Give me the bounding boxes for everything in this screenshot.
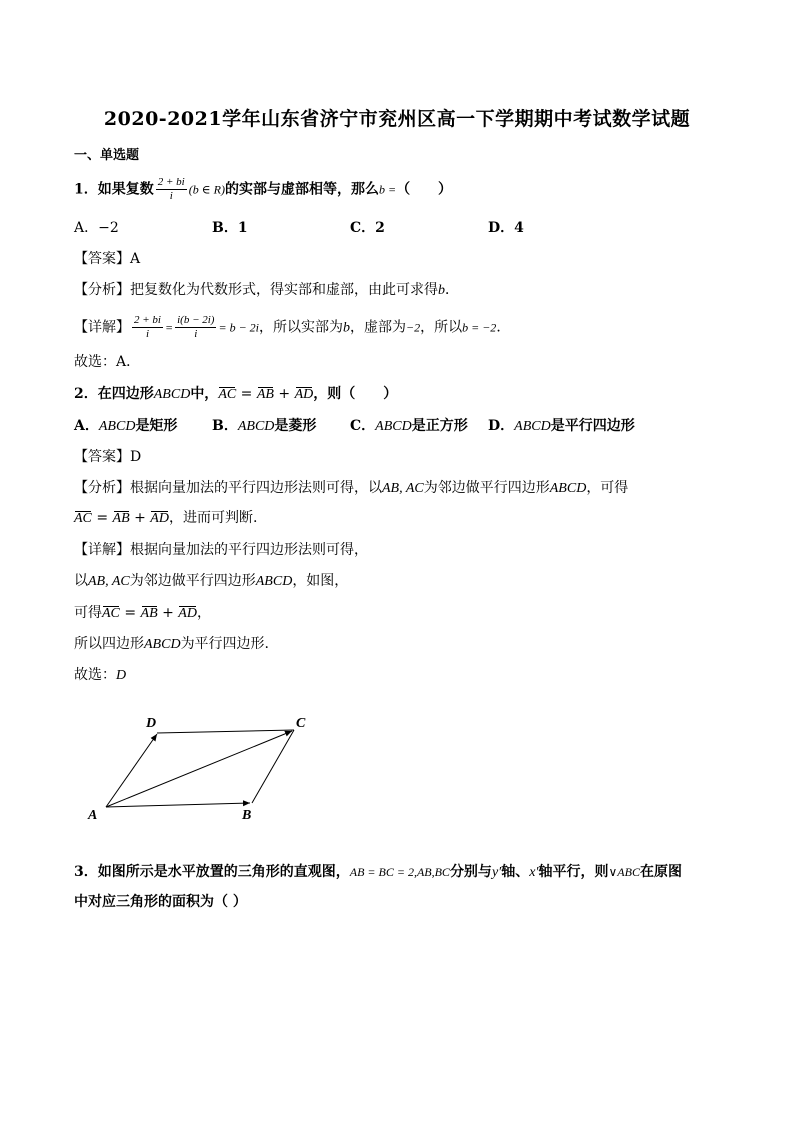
result: = b − 2i: [218, 320, 259, 335]
question-text: 在原图: [639, 864, 682, 880]
detail-text: ，如图，: [292, 573, 349, 589]
vector-ad: AD: [295, 385, 314, 405]
detail: 【详解】根据向量加法的平行四边形法则可得，: [74, 542, 368, 558]
detail-text: ，: [196, 605, 211, 621]
choice-text: 故选：: [74, 667, 116, 683]
question-text: 轴、: [501, 864, 530, 880]
option-label: D．: [488, 418, 515, 434]
analysis: [74, 280, 459, 301]
section-heading: 一、单选题: [74, 148, 140, 163]
analysis-text: 为邻边做平行四边形: [423, 480, 550, 496]
math-var: b =: [378, 182, 397, 197]
math-expr: ∨ABC: [608, 865, 640, 879]
answer: 【答案】D: [74, 449, 142, 465]
question-3-stem: [74, 862, 682, 883]
punct: ．: [496, 319, 511, 336]
vector-ac: AC: [74, 509, 92, 529]
option-c: C．2: [350, 220, 385, 236]
numerator: 2 + bi: [134, 314, 161, 326]
question-text: 在四边形: [97, 386, 154, 402]
question-number: 3．: [74, 864, 98, 880]
detail-text: 为邻边做平行四边形: [129, 573, 256, 589]
option-b: B．1: [212, 220, 248, 236]
denominator: i: [194, 328, 198, 340]
question-text: 如果复数: [97, 181, 154, 198]
vector-ad: AD: [178, 604, 197, 624]
vector-ab-line: [106, 803, 250, 807]
paren: ，则（ ）: [313, 386, 398, 402]
answer: 【答案】A: [74, 251, 141, 267]
parallelogram-figure: [80, 705, 340, 835]
option-text: 是正方形: [411, 418, 468, 434]
label-d: D: [146, 716, 157, 731]
question-1-stem: [74, 176, 452, 203]
detail-text: 所以四边形: [74, 636, 144, 652]
denominator: i: [169, 190, 173, 202]
analysis-text: 【分析】根据向量加法的平行四边形法则可得，以: [74, 480, 382, 496]
analysis: [74, 478, 628, 499]
plus: +: [157, 605, 179, 621]
detail-text: ，所以实部为: [259, 319, 343, 336]
math-var: ABCD: [255, 574, 293, 589]
math-var: ABCD: [514, 419, 551, 434]
math-var: b: [343, 320, 350, 336]
detail-line-3: [74, 603, 211, 624]
label-c: C: [296, 716, 306, 731]
option-a: A．−2: [74, 220, 119, 236]
fraction: [156, 176, 187, 203]
math-var: b: [438, 283, 445, 298]
question-3-line-2: 中对应三角形的面积为（ ）: [74, 894, 247, 910]
math-var: ABCD: [98, 419, 136, 434]
option-text: 是菱形: [274, 418, 317, 434]
math-var: ABCD: [153, 387, 191, 402]
question-text: 轴平行，则: [538, 864, 609, 880]
equals: =: [236, 386, 257, 402]
detail-text: ，虚部为: [350, 319, 406, 336]
math-var: ABCD: [375, 419, 412, 434]
equals: =: [119, 605, 141, 621]
page-title: 2020-2021学年山东省济宁市兖州区高一下学期期中考试数学试题: [103, 108, 691, 130]
math-var: AB, AC: [88, 574, 130, 589]
question-text: 中，: [190, 386, 219, 402]
side-dc: [157, 730, 294, 733]
detail: [74, 314, 510, 341]
question-text: 如图所示是水平放置的三角形的直观图，: [97, 864, 350, 880]
vector-ac-line: [106, 731, 292, 807]
question-1-options: [74, 218, 626, 238]
vector-ab: AB: [113, 509, 130, 529]
math-var: ABCD: [549, 481, 587, 496]
fraction: [132, 314, 163, 341]
analysis-line-2: [74, 508, 257, 529]
analysis-text: ，进而可判断.: [168, 510, 258, 526]
option-text: 是平行四边形: [550, 418, 635, 434]
condition: (b ∈ R): [188, 182, 225, 197]
vector-ad: AD: [150, 509, 169, 529]
math-var: ABCD: [237, 419, 275, 434]
fraction: [175, 314, 216, 341]
option-d: [488, 418, 635, 434]
option-label: A．: [74, 418, 99, 434]
detail-text: 为平行四边形.: [180, 636, 270, 652]
detail-line-4: [74, 634, 269, 655]
math-var: y′: [491, 865, 502, 880]
vector-ac: AC: [218, 385, 236, 405]
detail-label: 【详解】: [74, 319, 130, 336]
math-expr: AB = BC = 2,AB,BC: [349, 865, 450, 879]
denominator: i: [145, 328, 150, 340]
choice: 故选：A．: [74, 354, 141, 370]
plus: +: [273, 386, 295, 402]
detail-text: 以: [74, 573, 88, 589]
equals: =: [91, 510, 113, 526]
numerator: i(b − 2i): [177, 314, 215, 326]
detail-line-2: [74, 571, 348, 592]
option-text: 是矩形: [135, 418, 178, 434]
question-number: 1．: [74, 181, 98, 198]
question-text: 分别与: [449, 864, 492, 880]
label-a: A: [88, 808, 98, 823]
question-2-stem: [74, 384, 397, 405]
analysis-text: 【分析】把复数化为代数形式，得实部和虚部，由此可求得: [74, 282, 438, 298]
math-value: −2: [406, 320, 421, 335]
option-label: B．: [212, 418, 238, 434]
vector-ab: AB: [141, 604, 158, 624]
choice: [74, 665, 126, 686]
paren: （ ）: [396, 181, 453, 198]
detail-text: 可得: [74, 605, 102, 621]
option-label: C．: [350, 418, 376, 434]
numerator: 2 + bi: [157, 176, 185, 188]
equals: =: [164, 320, 174, 335]
option-a: [74, 416, 212, 437]
punct: ．: [445, 282, 459, 298]
label-b: B: [242, 808, 252, 823]
math-var: AB, AC: [382, 481, 424, 496]
detail-text: ，所以: [420, 319, 463, 336]
question-2-options: [74, 416, 635, 437]
option-c: [350, 416, 488, 437]
vector-ab: AB: [257, 385, 274, 405]
math-value: b = −2: [462, 320, 497, 335]
math-var: D: [116, 668, 127, 683]
analysis-text: ，可得: [586, 480, 629, 496]
option-d: D．4: [488, 220, 524, 236]
math-var: x′: [529, 865, 539, 880]
option-b: [212, 416, 350, 437]
math-var: ABCD: [144, 637, 181, 652]
question-number: 2．: [74, 386, 98, 402]
vector-ac: AC: [102, 604, 120, 624]
plus: +: [129, 510, 151, 526]
question-text: 的实部与虚部相等，那么: [224, 181, 379, 198]
side-bc: [252, 730, 294, 803]
